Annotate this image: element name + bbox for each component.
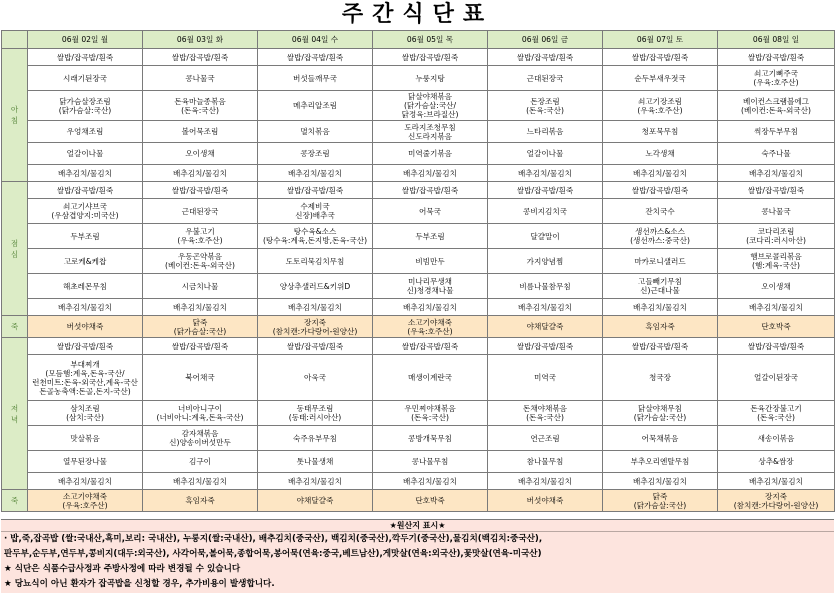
menu-cell: 쌀밥/잡곡밥/흰죽: [143, 49, 258, 66]
menu-cell: 미역줄기볶음: [373, 143, 488, 165]
menu-cell: 도라지조청무침 신도라지볶음: [373, 121, 488, 143]
menu-cell: 볼어묵조림: [143, 121, 258, 143]
menu-cell: 톳나물생채: [258, 451, 373, 473]
menu-cell: 달걀말이: [488, 224, 603, 249]
origin-notes: [1, 519, 834, 593]
menu-cell: 닭살야채볶음 (닭가슴살:국산/ 닭정육:브라질산): [373, 91, 488, 121]
menu-cell: 김구이: [143, 451, 258, 473]
day-header: 06월 07일 토: [603, 31, 718, 49]
menu-cell: 새송이볶음: [718, 426, 835, 451]
page-title: 주간식단표: [341, 2, 494, 27]
meal-label: [2, 490, 28, 512]
menu-cell: 야채달걀죽: [488, 316, 603, 338]
menu-cell: 상추&쌈장: [718, 451, 835, 473]
menu-cell: 배추김치/물김치: [28, 165, 143, 182]
menu-cell: 노각생채: [603, 143, 718, 165]
day-header: 06월 06일 금: [488, 31, 603, 49]
menu-cell: 장지죽 (참치캔:가다랑어-원양산): [258, 316, 373, 338]
menu-cell: 씩장두부무침: [718, 121, 835, 143]
menu-cell: 숙주나물: [718, 143, 835, 165]
menu-cell: 돈장조림 (돈육:국산): [488, 91, 603, 121]
menu-cell: 아욱국: [258, 355, 373, 401]
menu-cell: 쌀밥/잡곡밥/흰죽: [718, 338, 835, 355]
menu-cell: 비빔만두: [373, 249, 488, 274]
menu-cell: 배추김치/물김치: [488, 299, 603, 316]
menu-cell: 쌀밥/잡곡밥/흰죽: [28, 338, 143, 355]
menu-cell: 닭가슴살장조림 (닭가슴살:국산): [28, 91, 143, 121]
menu-cell: 야채달걀죽: [258, 490, 373, 512]
menu-cell: 단호박죽: [718, 316, 835, 338]
menu-cell: 소고기야채죽 (우육:호주산): [28, 490, 143, 512]
menu-cell: 미역국: [488, 355, 603, 401]
menu-cell: 배추김치/물김치: [143, 299, 258, 316]
menu-cell: 어묵국: [373, 199, 488, 224]
menu-cell: 쌀밥/잡곡밥/흰죽: [603, 49, 718, 66]
menu-cell: 배추김치/물김치: [603, 473, 718, 490]
day-header: 06월 02일 월: [28, 31, 143, 49]
menu-cell: 쌀밥/잡곡밥/흰죽: [373, 49, 488, 66]
note-line: ★ 식단은 식품수급사정과 주방사정에 따라 변경될 수 있습니다: [4, 564, 241, 574]
menu-cell: 쌀밥/잡곡밥/흰죽: [258, 182, 373, 199]
menu-cell: 고로케&케찹: [28, 249, 143, 274]
menu-cell: 배추김치/물김치: [143, 165, 258, 182]
menu-cell: 열무된장나물: [28, 451, 143, 473]
menu-cell: 청국장: [603, 355, 718, 401]
menu-cell: 콩비지김치국: [488, 199, 603, 224]
menu-cell: 돈채야채볶음 (돈육:국산): [488, 401, 603, 426]
menu-cell: 소고기야채죽 (우육:호주산): [373, 316, 488, 338]
menu-cell: 숙주유부무침: [258, 426, 373, 451]
menu-cell: 쌀밥/잡곡밥/흰죽: [488, 338, 603, 355]
menu-cell: 배추김치/물김치: [28, 473, 143, 490]
menu-cell: 너비아니구이 (너비아니:계육,돈육-국산): [143, 401, 258, 426]
menu-cell: 콩나물국: [143, 66, 258, 91]
menu-cell: 배추김치/물김치: [603, 165, 718, 182]
menu-cell: 돈육간장불고기 (돈육:국산): [718, 401, 835, 426]
menu-cell: 느타리볶음: [488, 121, 603, 143]
day-header: 06월 03일 화: [143, 31, 258, 49]
menu-cell: 배추김치/물김치: [28, 299, 143, 316]
menu-cell: 배추김치/물김치: [603, 299, 718, 316]
menu-cell: 쇠고기뼈주국 (우육:호주산): [718, 66, 835, 91]
meal-label-text: 아침: [10, 105, 19, 125]
menu-cell: 쌀밥/잡곡밥/흰죽: [718, 182, 835, 199]
menu-cell: 멸치볶음: [258, 121, 373, 143]
menu-cell: 동태무조림 (동태:러시아산): [258, 401, 373, 426]
menu-cell: 쌀밥/잡곡밥/흰죽: [28, 49, 143, 66]
menu-cell: 배추김치/물김치: [718, 165, 835, 182]
menu-cell: 부추오리엔탈무침: [603, 451, 718, 473]
menu-cell: 맛살볶음: [28, 426, 143, 451]
menu-cell: 쌀밥/잡곡밥/흰죽: [373, 182, 488, 199]
note-line: · 밥,죽,잡곡밥 (쌀:국내산,흑미,보리: 국내산), 누룽지(쌀:국내산), 배추김치(중국산), 백김치(중국산),깍두기(중국산),물김치(백김치:중국산),: [4, 534, 543, 544]
menu-cell: 쌀밥/잡곡밥/흰죽: [143, 338, 258, 355]
menu-cell: 두부조림: [28, 224, 143, 249]
day-header: 06월 08일 일: [718, 31, 835, 49]
menu-cell: 닭죽 (닭가슴살:국산): [143, 316, 258, 338]
menu-cell: 우불고기 (우육:호주산): [143, 224, 258, 249]
menu-cell: 콩나물무침: [373, 451, 488, 473]
menu-cell: 얼갈이나물: [488, 143, 603, 165]
menu-cell: 쌀밥/잡곡밥/흰죽: [258, 49, 373, 66]
menu-cell: 쇠고기장조림 (우육:호주산): [603, 91, 718, 121]
menu-cell: 콩장조림: [258, 143, 373, 165]
menu-cell: 콩방개묵무침: [373, 426, 488, 451]
meal-label: [2, 182, 28, 316]
menu-cell: 돈육마늘종볶음 (돈육:국산): [143, 91, 258, 121]
menu-cell: 어묵채볶음: [603, 426, 718, 451]
note-line: 판두부,순두부,연두부,콩비지(대두:외국산), 사각어묵,볼어묵,종합어묵,봉어묵(연육:중국,베트남산),게맛살(연육:외국산),꽃맛살(연육-미국산): [4, 549, 542, 559]
menu-cell: 흑임자죽: [603, 316, 718, 338]
meal-label: [2, 49, 28, 182]
menu-cell: 쌀밥/잡곡밥/흰죽: [258, 338, 373, 355]
day-header: 06월 04일 수: [258, 31, 373, 49]
menu-cell: 쌀밥/잡곡밥/흰죽: [28, 182, 143, 199]
menu-cell: 메추리알조림: [258, 91, 373, 121]
menu-cell: 가지양념찜: [488, 249, 603, 274]
menu-cell: 연근조림: [488, 426, 603, 451]
menu-cell: 쌀밥/잡곡밥/흰죽: [488, 182, 603, 199]
meal-label-text: 죽: [10, 322, 19, 331]
menu-cell: 쌀밥/잡곡밥/흰죽: [373, 338, 488, 355]
notes-title: ★원산지 표시★: [1, 520, 834, 532]
menu-cell: 닭살야채무침 (닭가슴살:국산): [603, 401, 718, 426]
menu-cell: 단호박죽: [373, 490, 488, 512]
menu-cell: 우동곤약볶음 (베이컨:돈육-외국산): [143, 249, 258, 274]
menu-cell: 근대된장국: [143, 199, 258, 224]
menu-cell: 버섯야채죽: [488, 490, 603, 512]
menu-cell: 배추김치/물김치: [258, 299, 373, 316]
menu-cell: 배추김치/물김치: [258, 165, 373, 182]
menu-cell: 버섯들깨무국: [258, 66, 373, 91]
menu-cell: 근대된장국: [488, 66, 603, 91]
menu-cell: 얼갈이나물: [28, 143, 143, 165]
menu-cell: 닭죽 (닭가슴살:국산): [603, 490, 718, 512]
menu-cell: 햄브로콜리볶음 (햄:계육-국산): [718, 249, 835, 274]
menu-cell: 마카로니샐러드: [603, 249, 718, 274]
menu-cell: 비름나물참무침: [488, 274, 603, 299]
menu-cell: 흑임자죽: [143, 490, 258, 512]
menu-cell: 배추김치/물김치: [373, 165, 488, 182]
menu-cell: 우민찌야채볶음 (돈육:국산): [373, 401, 488, 426]
menu-cell: 감자채볶음 신)양송이버섯만두: [143, 426, 258, 451]
menu-cell: 쇠고기샤브국 (우삼겹양지:미국산): [28, 199, 143, 224]
meal-label-text: 점심: [10, 238, 19, 259]
menu-cell: 두부조림: [373, 224, 488, 249]
menu-cell: 배추김치/물김치: [143, 473, 258, 490]
menu-cell: 배추김치/물김치: [373, 473, 488, 490]
menu-cell: 해초레몬무침: [28, 274, 143, 299]
menu-cell: 시래기된장국: [28, 66, 143, 91]
menu-cell: 매생이계란국: [373, 355, 488, 401]
menu-cell: 누룽지탕: [373, 66, 488, 91]
menu-cell: 부대찌개 (모듬햄:계육,돈육-국산/ 런천미트:돈육-외국산,계육-국산 돈골농축액:돈골,돈지-국산): [28, 355, 143, 401]
meal-label: [2, 338, 28, 490]
menu-cell: 고들빼기무침 신)근대나물: [603, 274, 718, 299]
menu-cell: 버섯야채죽: [28, 316, 143, 338]
menu-cell: 참나물무침: [488, 451, 603, 473]
menu-cell: 배추김치/물김치: [718, 473, 835, 490]
day-header: 06월 05일 목: [373, 31, 488, 49]
menu-cell: 장지죽 (참치캔:가다랑어-원양산): [718, 490, 835, 512]
menu-cell: 얼갈이된장국: [718, 355, 835, 401]
menu-cell: 우엉채조림: [28, 121, 143, 143]
menu-cell: 양상추샐러드&키위D: [258, 274, 373, 299]
menu-cell: 배추김치/물김치: [258, 473, 373, 490]
menu-cell: 코다리조림 (코다리:러시아산): [718, 224, 835, 249]
menu-cell: 도토리묵김치무침: [258, 249, 373, 274]
menu-cell: 시금치나물: [143, 274, 258, 299]
menu-cell: 배추김치/물김치: [488, 473, 603, 490]
menu-cell: 북어채국: [143, 355, 258, 401]
menu-cell: 배추김치/물김치: [488, 165, 603, 182]
menu-cell: 순두부새우젓국: [603, 66, 718, 91]
menu-cell: 탕수육&소스 (탕수육:계육,돈지방,돈육-국산): [258, 224, 373, 249]
menu-cell: 청포묵무침: [603, 121, 718, 143]
menu-cell: 쌀밥/잡곡밥/흰죽: [603, 338, 718, 355]
weekly-menu-table: [1, 30, 835, 512]
menu-cell: 삼치조림 (삼치:국산): [28, 401, 143, 426]
menu-cell: 배추김치/물김치: [718, 299, 835, 316]
menu-cell: 오이생채: [718, 274, 835, 299]
meal-label-text: 저녁: [10, 403, 19, 424]
menu-cell: 미나리무생채 신)청경채나물: [373, 274, 488, 299]
menu-cell: 쌀밥/잡곡밥/흰죽: [488, 49, 603, 66]
menu-cell: 쌀밥/잡곡밥/흰죽: [718, 49, 835, 66]
menu-cell: 오이생채: [143, 143, 258, 165]
menu-cell: 잔치국수: [603, 199, 718, 224]
menu-cell: 수제비국 신장)배추국: [258, 199, 373, 224]
header-corner: [2, 31, 28, 49]
menu-cell: 베이컨스크램블에그 (베이컨:돈육-외국산): [718, 91, 835, 121]
menu-cell: 배추김치/물김치: [373, 299, 488, 316]
menu-cell: 콩나물국: [718, 199, 835, 224]
menu-cell: 쌀밥/잡곡밥/흰죽: [143, 182, 258, 199]
menu-cell: 쌀밥/잡곡밥/흰죽: [603, 182, 718, 199]
note-line: ★ 당뇨식이 아닌 환자가 잡곡밥을 신청할 경우, 추가비용이 발생합니다.: [4, 579, 275, 589]
meal-label: [2, 316, 28, 338]
meal-label-text: 죽: [10, 496, 19, 505]
menu-cell: 생선까스&소스 (생선까스:중국산): [603, 224, 718, 249]
